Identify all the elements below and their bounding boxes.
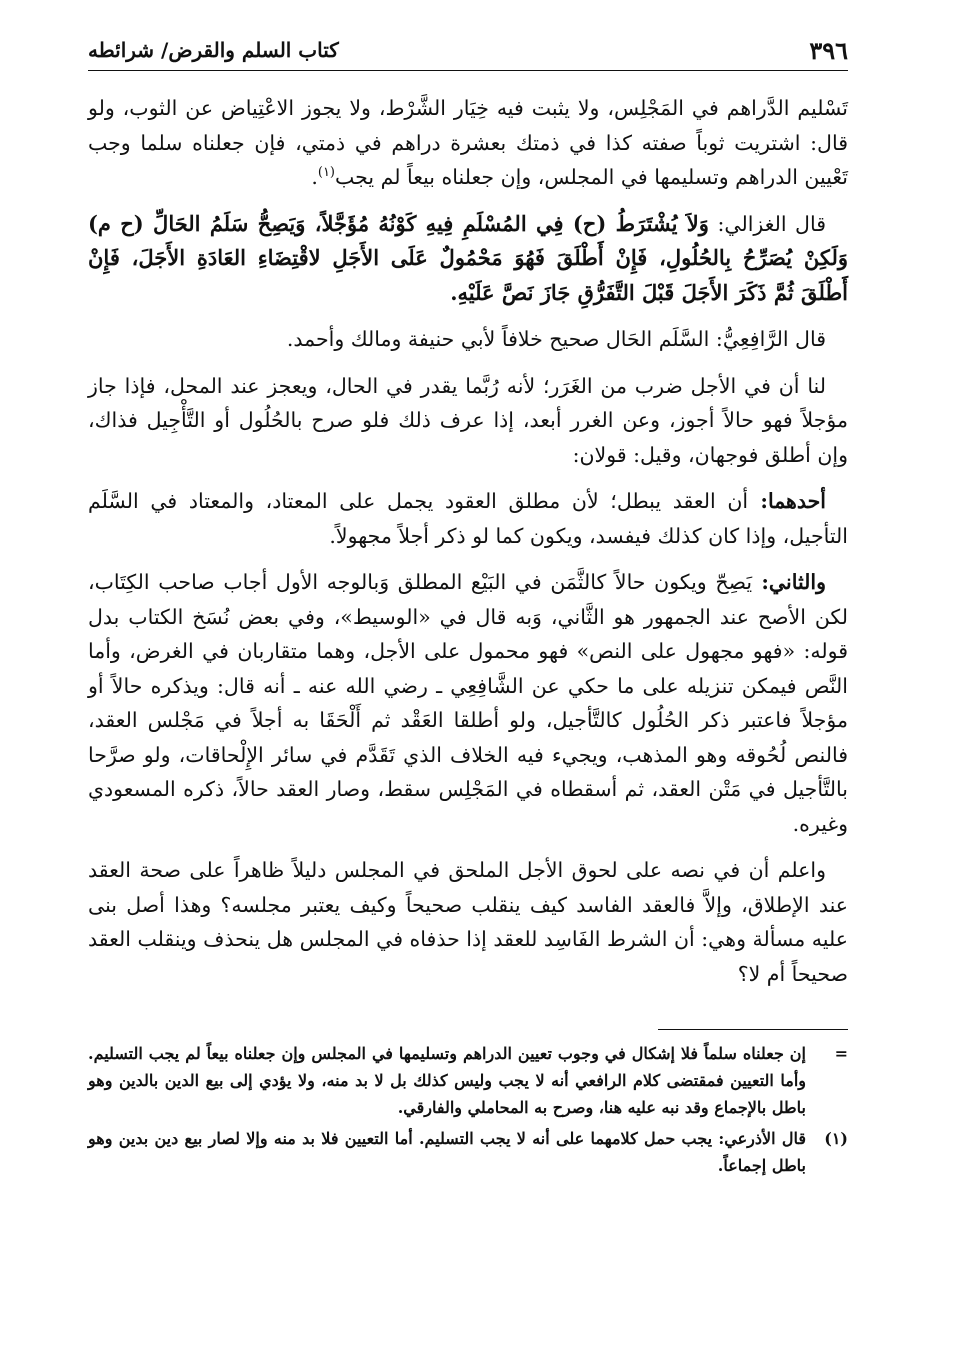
- paragraph-7: واعلم أن في نصه على لحوق الأجل الملحق في المجلس دليلاً ظاهراً على صحة العقد عند الإطلاق، وإلاَّ فالعقد الفاسد كيف ينقلب صحيحاً وكيف يعتبر مجلسه؟ وهذا أصل بنى عليه مسألة وهي: أن الشرط الفَاسِد للعقد إذا حذفاه في المجلس هل ينحذف وينقلب العقد صحيحاً أم لا؟: [88, 858, 848, 986]
- footnote-continuation: [88, 1040, 848, 1121]
- header-title: كتاب السلم والقرض/ شرائطه: [88, 38, 339, 62]
- footnote-text: قال الأذرعي: يجب حمل كلامهما على أنه لا يجب التسليم. أما التعيين فلا بد منه وإلا لصار بيع دين بدين وهو باطل إجماعاً.: [88, 1129, 806, 1175]
- running-header: [88, 30, 848, 71]
- footnote-mark: (١): [824, 1129, 848, 1148]
- footnote-1: [88, 1125, 848, 1179]
- second-view-lead: والثاني:: [752, 570, 826, 594]
- book-page: [88, 30, 848, 1330]
- ghazali-quote: وَلاَ يُشْتَرَطُ (ح) فِي المُسْلَمِ فِيهِ كَوْنُهُ مُؤَجَّلاً، وَيَصِحُّ سَلَمُ الحَالِّ (ح م) وَلَكِنْ يُصَرِّحُ بِالحُلُولِ، فَإِنْ أَطْلَقَ فَهُوَ مَحْمُولٌ عَلَى الأَجَلِ لاقْتِضَاءِ العَادَةِ الأَجَلَ، فَإِنْ أَطْلَقَ ثُمَّ ذَكَرَ الأَجَلَ قَبْلَ التَّفَرُّقِ جَازَ نَصَّ عَلَيْهِ.: [88, 210, 848, 305]
- footnotes: [88, 1040, 848, 1179]
- footnote-separator: [658, 1029, 848, 1030]
- rafii-text: السَّلَم الحَال صحيح خلافاً لأبي حنيفة ومالك وأحمد.: [286, 327, 710, 351]
- paragraph-1-end: .: [311, 165, 318, 189]
- footnote-mark: =: [834, 1044, 848, 1063]
- first-view-text: أن العقد يبطل؛ لأن مطلق العقود يجمل على المعتاد، والمعتاد في السَّلَم التأجيل، وإذا كان كذلك فيفسد، ويكون كما لو ذكر أجلاً مجهولاً.: [88, 489, 848, 548]
- page-number: ٣٩٦: [809, 36, 848, 65]
- paragraph-first-view: [88, 484, 848, 553]
- ghazali-lead: قال الغزالي:: [708, 211, 826, 236]
- paragraph-1: [88, 91, 848, 195]
- paragraph-1-text: تَسْليم الدَّراهم في المَجْلِس، ولا يثبت فيه خِيَار الشَّرْط، ولا يجوز الاعْتِياض عن الثوب، ولو قال: اشتريت ثوباً صفته كذا في ذمتك بعشرة دراهم في ذمتي، فإن جعلناه سلما وجب تَعْيين الدراهم وتسليمها في المجلس، وإن جعلناه بيعاً لم يجب: [88, 96, 848, 189]
- footnote-marker-1: (١): [317, 165, 335, 181]
- paragraph-rafii: [88, 322, 848, 357]
- main-text: [88, 91, 848, 991]
- second-view-text: يَصِحّ ويكون حالاً كالثَّمَن في البَيْع المطلق وَبالوجه الأول أجاب صاحب الكِتَاب، لكن الأصح عند الجمهور هو الثَّاني، وَبه قال في «الوسيط»، وفي بعض نُسَخ الكتاب بدل قوله: «فهو مجهول على النص» فهو محمول على الأجل، وهما متقاربان في الغرض، وأما النَّص فيمكن تنزيله على ما حكي عن الشَّافِعِي ـ رضي الله عنه ـ أنه قال: ويذكره حالاً أو مؤجلاً فاعتبر ذكر الحُلُول كالتَّأجيل، ولو أطلقا العَقْد ثم أَلْحَقَا به أجلاً في مَجْلس العقد، فالنص لُحُوقه وهو المذهب، ويجيء فيه الخلاف الذي تَقَدَّم في سائر الإِلْحاقات، ولو صرَّحا بالتَّأجيل في مَتْن العقد، ثم أسقطاه في المَجْلِس سقط، وصار العقد حالاً، ذكره المسعودي وغيره.: [88, 570, 848, 836]
- rafii-lead: قال الرَّافِعِيُّ:: [709, 327, 826, 351]
- footnote-text: إن جعلناه سلماً فلا إشكال في وجوب تعيين الدراهم وتسليمها في المجلس وإن جعلناه بيعاً لم يجب التسليم. وأما التعيين فمقتضى كلام الرافعي أنه لا يجب وليس كذلك بل لا بد منه، ولا يؤدي إلى بيع الدين بالدين وهو باطل بالإجماع وقد نبه عليه هنا، وصرح به المحاملي والفارقي.: [88, 1044, 806, 1117]
- paragraph-ghazali: [88, 207, 848, 311]
- paragraph-second-view: [88, 565, 848, 841]
- first-view-lead: أحدهما:: [748, 489, 826, 513]
- paragraph-4: لنا أن في الأجل ضرب من الغَرَر؛ لأنه رُبَّما يقدر في الحال، ويعجز عند المحل، فإذا جاز مؤجلاً فهو حالاً أجوز، وعن الغرر أبعد، إذا عرف ذلك فلو صرح بالحُلُول أو التَّأْجِيل فذاك، وإن أطلق فوجهان، وقيل: قولان:: [88, 373, 848, 467]
